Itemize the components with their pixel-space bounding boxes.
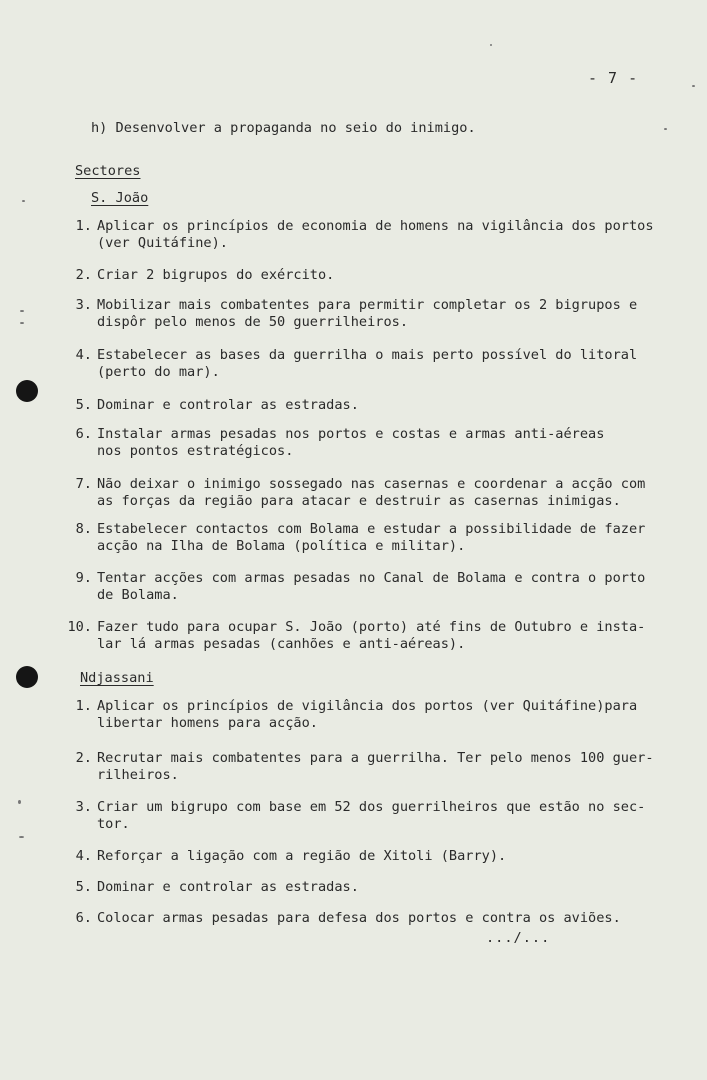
item-number: 7. xyxy=(75,476,92,492)
item-number: 5. xyxy=(75,397,92,413)
punch-hole-top xyxy=(16,380,38,402)
item-text-line: acção na Ilha de Bolama (política e militar). xyxy=(97,538,466,554)
item-number: 2. xyxy=(75,267,92,283)
sector-title-sao-joao: S. João xyxy=(91,190,149,206)
item-text-line: libertar homens para acção. xyxy=(97,715,318,731)
item-number: 5. xyxy=(75,879,92,895)
item-text-line: as forças da região para atacar e destruir as casernas inimigas. xyxy=(97,493,621,509)
speck xyxy=(692,85,695,87)
speck xyxy=(20,310,24,312)
item-number: 4. xyxy=(75,848,92,864)
speck xyxy=(19,836,24,838)
item-text-line: (ver Quitáfine). xyxy=(97,235,228,251)
intro-line: h) Desenvolver a propaganda no seio do inimigo. xyxy=(91,120,476,136)
item-number: 6. xyxy=(75,426,92,442)
speck xyxy=(22,200,25,202)
item-text-line: Criar 2 bigrupos do exército. xyxy=(97,267,335,283)
item-text-line: nos pontos estratégicos. xyxy=(97,443,294,459)
item-text-line: Dominar e controlar as estradas. xyxy=(97,879,359,895)
item-number: 3. xyxy=(75,799,92,815)
item-number: 8. xyxy=(75,521,92,537)
item-number: 6. xyxy=(75,910,92,926)
punch-hole-bottom xyxy=(16,666,38,688)
speck xyxy=(18,800,21,804)
item-number: 1. xyxy=(75,698,92,714)
item-number: 1. xyxy=(75,218,92,234)
item-number: 4. xyxy=(75,347,92,363)
item-text-line: Recrutar mais combatentes para a guerrilha. Ter pelo menos 100 guer- xyxy=(97,750,654,766)
item-text-line: Colocar armas pesadas para defesa dos portos e contra os aviões. xyxy=(97,910,621,926)
item-number: 3. xyxy=(75,297,92,313)
item-text-line: Aplicar os princípios de vigilância dos portos (ver Quitáfine)para xyxy=(97,698,638,714)
item-text-line: Dominar e controlar as estradas. xyxy=(97,397,359,413)
item-number: 9. xyxy=(75,570,92,586)
speck xyxy=(490,44,492,46)
item-text-line: Não deixar o inimigo sossegado nas casernas e coordenar a acção com xyxy=(97,476,646,492)
speck xyxy=(664,128,667,130)
sector-title-ndjassani: Ndjassani xyxy=(80,670,154,686)
item-text-line: Fazer tudo para ocupar S. João (porto) até fins de Outubro e insta- xyxy=(97,619,646,635)
item-text-line: Criar um bigrupo com base em 52 dos guerrilheiros que estão no sec- xyxy=(97,799,646,815)
item-text-line: de Bolama. xyxy=(97,587,179,603)
item-number: 10. xyxy=(67,619,92,635)
item-text-line: lar lá armas pesadas (canhões e anti-aéreas). xyxy=(97,636,466,652)
section-title: Sectores xyxy=(75,163,141,179)
speck xyxy=(20,322,24,324)
page-number: - 7 - xyxy=(588,69,639,87)
item-text-line: (perto do mar). xyxy=(97,364,220,380)
item-number: 2. xyxy=(75,750,92,766)
item-text-line: dispôr pelo menos de 50 guerrilheiros. xyxy=(97,314,408,330)
item-text-line: Instalar armas pesadas nos portos e costas e armas anti-aéreas xyxy=(97,426,605,442)
item-text-line: tor. xyxy=(97,816,130,832)
item-text-line: Aplicar os princípios de economia de homens na vigilância dos portos xyxy=(97,218,654,234)
continuation-mark: .../... xyxy=(486,930,551,946)
item-text-line: Reforçar a ligação com a região de Xitoli (Barry). xyxy=(97,848,507,864)
item-text-line: Estabelecer as bases da guerrilha o mais perto possível do litoral xyxy=(97,347,638,363)
item-text-line: Estabelecer contactos com Bolama e estudar a possibilidade de fazer xyxy=(97,521,646,537)
item-text-line: Tentar acções com armas pesadas no Canal de Bolama e contra o porto xyxy=(97,570,646,586)
item-text-line: Mobilizar mais combatentes para permitir completar os 2 bigrupos e xyxy=(97,297,638,313)
item-text-line: rilheiros. xyxy=(97,767,179,783)
